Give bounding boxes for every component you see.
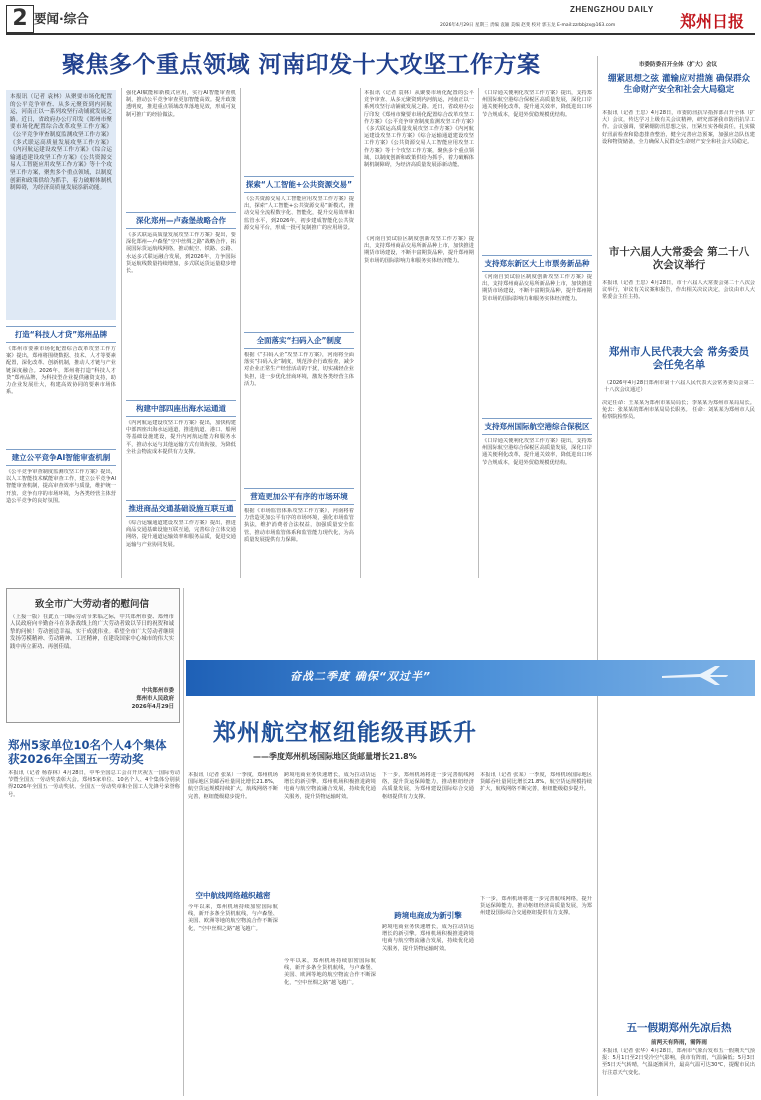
newspaper-logo: 郑州日报 (680, 12, 745, 31)
mid-body-cont2: 《河南自贸试验区制度创新攻坚工作方案》提出，支持郑州商品交易所新品种上市，加快推进期货市场建设，不断丰富期货品种，提升郑州期货市场的国际影响力和服务实体经济能力。 (364, 236, 474, 264)
right-body2: 《口岸通关便利化攻坚工作方案》提出，支持郑州国际航空港综合保税区高质量发展，深化口岸通关便利化改革，提升通关效率，降低进出口环节合规成本，促进外贸稳规模优结构。 (482, 90, 592, 118)
holiday-body: 本报讯（记者 张华）4月28日，郑州市气象台发布五一假期天气预报：5月1日至2日受冷空气影响，我市有阵雨，气温偏低；5月3日至5日天气转晴，气温逐渐回升，最高气温可达30℃，提醒市民出行注意天气变化。 (602, 1048, 755, 1076)
air-body1b: 本报讯（记者 张某）一季度，郑州机场国际地区货邮吞吐量同比增长21.8%，航空货运规模持续扩大，航线网络不断完善，枢纽能级稳步提升。 (480, 772, 592, 793)
lead-intro-box (6, 90, 116, 320)
air-body3b: 跨境电商业务快速增长，成为拉动货运增长的新引擎。郑州机场积极推进跨境电商与航空物流融合发展，持续优化通关服务，提升货物运输时效。 (382, 924, 474, 952)
letter-title: 致全市广大劳动者的慰问信 (34, 599, 149, 610)
air-body4: 下一步，郑州机场将进一步完善航线网络，提升货运保障能力，推动枢纽经济高质量发展，为郑州建设国际综合交通枢纽提供有力支撑。 (382, 772, 474, 800)
column-divider (121, 88, 122, 578)
letter-body: （上接一版）在此五一国际劳动节来临之际，中共郑州市委、郑州市人民政府向辛勤奋斗在各条战线上的广大劳动者致以节日的祝贺和诚挚的问候！劳动创造幸福，实干成就伟业。希望全市广大劳动者继续发扬劳模精神、劳动精神、工匠精神，在建设国家中心城市的伟大实践中再立新功、再创佳绩。 (10, 614, 174, 650)
lead-sub2-body: 《公平竞争审查制度监测攻坚工作方案》提出，以人工智能技术赋能审查工作，建立公平竞争AI智能审查机制，提高审查效率与质量，维护统一开放、竞争有序的市场环境，为各类经营主体营造公平竞争的良好氛围。 (6, 469, 116, 504)
column-divider (360, 88, 361, 578)
letter-sign-1: 中共郑州市委 (141, 688, 174, 694)
holiday-headline: 五一假期郑州先凉后热 (626, 1022, 732, 1034)
mid-body-c: 《综合运输通道建设攻坚工作方案》提出，推进商品交通基础设施互联互通，完善综合立体交通网络，提升通道运输效率和服务品质，促进交通运输与产业协同发展。 (126, 520, 236, 548)
air-body2: 今年以来，郑州机场持续加密国际航线，新开多条全货机航线，与卢森堡、美国、欧洲等地的航空物流合作不断深化，“空中丝绸之路”越飞越广。 (188, 904, 278, 932)
mid-body-f: 根据《市场监管体系攻坚工作方案》，河南将着力营造更加公平有序的市场环境，强化市场监管执法，维护消费者合法权益，加强质量安全监管，推动市场监管体系和监管能力现代化，为高质量发展提供有力保障。 (244, 508, 354, 543)
air-body1: 本报讯（记者 张某）一季度，郑州机场国际地区货邮吞吐量同比增长21.8%，航空货运规模持续扩大，航线网络不断完善，枢纽能级稳步提升。 (188, 772, 278, 800)
appoint-headline: 郑州市人民代表大会 常务委员会任免名单 (608, 346, 750, 371)
banner-text: 奋战二季度 确保“双过半” (290, 670, 431, 683)
right-body1: 《河南自贸试验区制度创新攻坚工作方案》提出，支持郑州商品交易所新品种上市，加快推进期货市场建设，不断丰富期货品种，提升郑州期货市场的国际影响力和服务实体经济能力。 (482, 274, 592, 302)
right-head: 绷紧思想之弦 灌输应对措施 确保群众生命财产安全和社会大局稳定 (608, 74, 750, 95)
npc-body: 本报讯（记者 王思）4月28日，市十六届人大常委会第二十八次会议举行，审议有关议案和报告，作出相关决议决定，会议由市人大常委会主任主持。 (602, 280, 755, 301)
right-sub1: 支持郑东新区大上市票务新品种 (482, 255, 592, 272)
letter-sign-2: 郑州市人民政府 (136, 696, 174, 702)
mid-sub-b: 构建中部四座出海水运通道 (126, 400, 236, 417)
mid-sub-d: 探索“人工智能+公共资源交易” (244, 176, 354, 193)
holiday-sub: 前两天有阵雨，需阵雨 (651, 1040, 707, 1046)
mid-sub-f: 营造更加公平有序的市场环境 (244, 488, 354, 505)
appoint-sub: （2026年4月28日郑州市第十六届人民代表大会常务委员会第二十八次会议通过） (604, 380, 754, 394)
mid-sub-a: 深化郑州—卢森堡战略合作 (126, 212, 236, 229)
lead-sub2: 建立公平竞争AI智能审查机制 (6, 449, 116, 466)
mid-body-cont: 本报讯（记者 袁林）从聚要市场化配置的公平竞争审查、从多元聚资到内河航运，河南正以一系列攻坚行动铺就发展之路。近日，省政府办公厅印发《郑州市聚要市场化配置综合改革攻坚工作方案》《公平竞争审查制度监测攻坚工作方案》《多式联运高质量发展攻坚工作方案》《内河航运建设攻坚工作方案》《综合运输通道建设攻坚工作方案》《公共资源交易人工智能应用攻坚工作方案》等十个攻坚工作方案，聚焦多个重点领域，以制度创新和政策供给为抓手，着力破解体制机制障碍，为经济高质量发展添新动能。 (364, 90, 474, 169)
right-sub2: 支持郑州国际航空港综合保税区 (482, 418, 592, 435)
page-number: 2 (6, 5, 34, 33)
mid-sub-e: 全面落实“扫码入企”制度 (244, 332, 354, 349)
air-body3: 跨境电商业务快速增长，成为拉动货运增长的新引擎。郑州机场积极推进跨境电商与航空物流融合发展，持续优化通关服务，提升货物运输时效。 (284, 772, 376, 800)
award-body: 本报讯（记者 杨春林）4月28日，中华全国总工会召开庆祝五一国际劳动节暨全国五一劳动奖表彰大会。郑州5家单位、10名个人、4个集体分别获得2026年全国五一劳动奖状、全国五一劳动奖章和全国工人先锋号荣誉称号。 (8, 770, 180, 798)
lead-sub1-body: 《郑州市要素市场化配置综合改革攻坚工作方案》提出，郑州将围绕数据、技术、人才等要素配置，深化改革、创新机制，推动人才链与产业链深度融合。2026年，郑州将打造“科技人才贷”郑州品牌，为科技型企业提供融资支持，助力企业发展壮大，构建高效协同的要素市场体系。 (6, 346, 116, 396)
right-body: 本报讯（记者 王思）4月28日，市委防汛抗旱指挥部召开全体（扩大）会议，传达学习上级有关会议精神，研究部署我市防汛抗旱工作。会议强调，要紧绷防汛思想之弦，压紧压实各级责任，扎实做好汛前检查和隐患排查整治，健全完善应急预案，加强应急队伍建设和物资储备，全力确保人民群众生命财产安全和社会大局稳定。 (602, 110, 755, 145)
section-title: 要闻·综合 (34, 11, 89, 26)
air-sub-a: 空中航线网络越织越密 (195, 891, 271, 900)
npc-headline: 市十六届人大常委会 第二十八次会议举行 (608, 246, 750, 271)
appoint-body: 决定任命：王某某为郑州市某局局长；李某某为郑州市某局局长。 免去：张某某的郑州市某局局长职务。 任命：刘某某为郑州市人民检察院检察员。 (602, 400, 755, 421)
mid-body-e: 根据《“扫码入企”攻坚工作方案》，河南将全面落实“扫码入企”制度，规范涉企行政检查，减少对企业正常生产经营活动的干扰，切实减轻企业负担，进一步优化营商环境，激发各类经营主体活力。 (244, 352, 354, 387)
air-sub-b: 跨境电商成为新引擎 (394, 911, 462, 920)
mid-body-b: 《内河航运建设攻坚工作方案》提出，加快构建中部四座出海水运通道，推进航道、港口、船闸等基础设施建设，提升内河航运能力和服务水平，推动水运与其他运输方式有效衔接，为降低全社会物流成本提供有力支撑。 (126, 420, 236, 455)
paper-english-name: ZHENGZHOU DAILY (570, 5, 654, 14)
right-kicker: 市委防委召开全体（扩大）会议 (638, 62, 718, 68)
right-body2b: 《口岸通关便利化攻坚工作方案》提出，支持郑州国际航空港综合保税区高质量发展，深化口岸通关便利化改革，提升通关效率，降低进出口环节合规成本，促进外贸稳规模优结构。 (482, 438, 592, 466)
mid-body-d: 《公共资源交易人工智能应用攻坚工作方案》提出，探索“人工智能+公共资源交易”新模式，推动交易全流程数字化、智能化，提升交易效率和监管水平，到2026年，初步建成智能化公共资源交易平台，形成一批可复制推广的应用场景。 (244, 196, 354, 231)
mid-sub-c: 推进商品交通基础设施互联互通 (126, 500, 236, 517)
issue-meta: 2026年4月29日 星期三 责编 袁颖 美编 赵斐 校对 郭玉龙 E-mail:zzrbbjzx@163.com (440, 23, 616, 28)
airport-subheadline: ——季度郑州机场国际地区货邮量增长21.8% (253, 752, 417, 761)
page-header (0, 0, 761, 36)
award-headline: 郑州5家单位10名个人4个集体 获2026年全国五一劳动奖 (8, 738, 167, 766)
airport-headline: 郑州航空枢纽能级再跃升 (213, 720, 477, 746)
mid-body-a: 《多式联运高质量发展攻坚工作方案》提出，要深化郑州—卢森堡“空中丝绸之路”战略合作，拓展国际货运航线网络，推动航空、铁路、公路、水运多式联运融合发展，到2026年，力争国际货运航线数量持续增加，多式联运货运量稳步增长。 (126, 232, 236, 275)
column-divider (597, 56, 598, 1096)
lead-headline: 聚焦多个重点领域 河南印发十大攻坚工作方案 (62, 52, 541, 78)
column-divider (478, 88, 479, 578)
air-body4b: 下一步，郑州机场将进一步完善航线网络，提升货运保障能力，推动枢纽经济高质量发展，为郑州建设国际综合交通枢纽提供有力支撑。 (480, 896, 592, 917)
lead-sub1: 打造“科技人才贷”郑州品牌 (6, 326, 116, 343)
column-divider (183, 588, 184, 1096)
letter-date: 2026年4月29日 (131, 704, 174, 710)
air-body2b: 今年以来，郑州机场持续加密国际航线，新开多条全货机航线，与卢森堡、美国、欧洲等地的航空物流合作不断深化，“空中丝绸之路”越飞越广。 (284, 958, 376, 986)
lead-intro: 本报讯（记者 袁林）从聚要市场化配置的公平竞争审查、从多元聚资到内河航运，河南正以一系列攻坚行动铺就发展之路。近日，省政府办公厅印发《郑州市聚要市场化配置综合改革攻坚工作方案》《公平竞争审查制度监测攻坚工作方案》《多式联运高质量发展攻坚工作方案》《内河航运建设攻坚工作方案》《综合运输通道建设攻坚工作方案》《公共资源交易人工智能应用攻坚工作方案》等十个攻坚工作方案，聚焦多个重点领域，以制度创新和政策供给为抓手，着力破解体制机制障碍，为经济高质量发展添新动能。 (10, 94, 112, 192)
mid-body1: 强化AI赋能和新模式应用，实行AI智能审查机制，推动公平竞争审查更加智能高效。提升政策透明度，推进重点领域改革落地见效，形成可复制可推广的经验做法。 (126, 90, 236, 118)
header-rule (6, 33, 755, 35)
column-divider (240, 88, 241, 578)
airplane-icon (660, 664, 730, 686)
